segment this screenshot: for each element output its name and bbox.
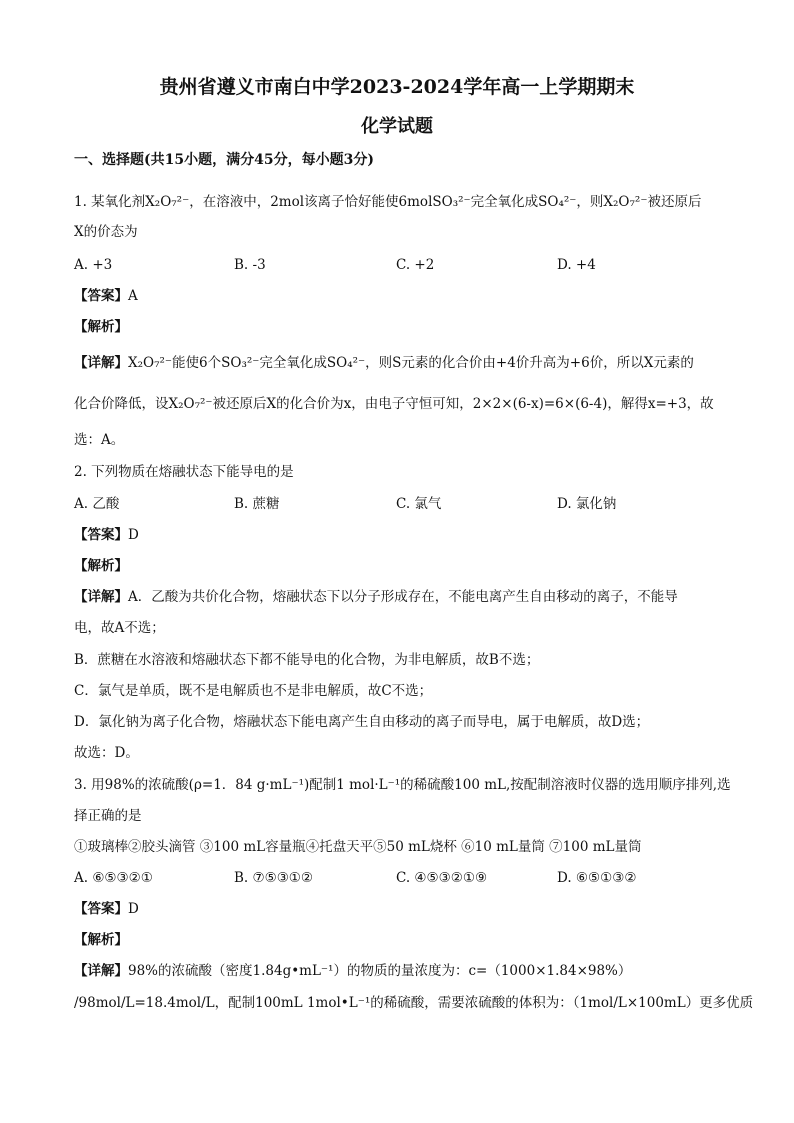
q2-detail-line4: C．氯气是单质，既不是电解质也不是非电解质，故C不选； [74, 683, 433, 699]
q1-analysis-label: 【解析】 [74, 319, 128, 335]
q1-stem-line1: 1. 某氧化剂X₂O₇²⁻，在溶液中，2mol该离子恰好能使6molSO₃²⁻完全氧化成SO₄²⁻，则X₂O₇²⁻被还原后 [74, 194, 702, 210]
q2-option-b: B. 蔗糖 [234, 496, 280, 512]
q3-option-a: A. ⑥⑤③②① [74, 870, 153, 886]
q2-detail-line1: 【详解】A．乙酸为共价化合物，熔融状态下以分子形成存在，不能电离产生自由移动的离子，不能导 [74, 589, 678, 605]
q2-option-c: C. 氯气 [396, 496, 442, 512]
section-heading: 一、选择题(共15小题，满分45分，每小题3分) [74, 152, 374, 168]
q2-answer: 【答案】D [74, 527, 139, 543]
q2-detail-line2: 电，故A不选； [74, 620, 165, 636]
q3-option-d: D. ⑥⑤①③② [557, 870, 637, 886]
q3-stem-line1: 3. 用98%的浓硫酸(ρ=1．84 g·mL⁻¹)配制1 mol·L⁻¹的稀硫酸100 mL,按配制溶液时仪器的选用顺序排列,选 [74, 777, 731, 793]
q3-answer: 【答案】D [74, 901, 139, 917]
q2-option-a: A. 乙酸 [74, 496, 120, 512]
q1-answer: 【答案】A [74, 288, 138, 304]
q1-detail-line3: 选：A。 [74, 432, 125, 448]
q1-stem-line2: X的价态为 [74, 224, 138, 240]
q2-analysis-label: 【解析】 [74, 558, 128, 574]
document-title: 贵州省遵义市南白中学2023-2024学年高一上学期期末 [159, 76, 635, 98]
document-subtitle: 化学试题 [361, 116, 433, 137]
q3-detail-line1: 【详解】98%的浓硫酸（密度1.84g•mL⁻¹）的物质的量浓度为：c=（1000×1.84×98%） [74, 963, 632, 979]
q1-option-c: C. +2 [396, 257, 435, 273]
q2-detail-line5: D．氯化钠为离子化合物，熔融状态下能电离产生自由移动的离子而导电，属于电解质，故D选； [74, 714, 650, 730]
q1-option-b: B. -3 [234, 257, 266, 273]
q1-option-a: A. +3 [74, 257, 113, 273]
q2-option-d: D. 氯化钠 [557, 496, 617, 512]
q3-analysis-label: 【解析】 [74, 932, 128, 948]
q3-stem-line2: 择正确的是 [74, 808, 142, 824]
q1-option-d: D. +4 [557, 257, 596, 273]
q1-detail-line1: 【详解】X₂O₇²⁻能使6个SO₃²⁻完全氧化成SO₄²⁻，则S元素的化合价由+4价升高为+6价，所以X元素的 [74, 355, 694, 371]
q3-instrument-list: ①玻璃棒②胶头滴管 ③100 mL容量瓶④托盘天平⑤50 mL烧杯 ⑥10 mL量筒 ⑦100 mL量筒 [74, 839, 642, 855]
q3-detail-line2: /98mol/L=18.4mol/L，配制100mL 1mol•L⁻¹的稀硫酸，需要浓硫酸的体积为：（1mol/L×100mL）更多优质 [74, 995, 754, 1011]
q2-stem: 2. 下列物质在熔融状态下能导电的是 [74, 464, 294, 480]
q3-option-c: C. ④⑤③②①⑨ [396, 870, 488, 886]
q3-option-b: B. ⑦⑤③①② [234, 870, 314, 886]
q2-detail-line6: 故选：D。 [74, 745, 139, 761]
q2-detail-line3: B．蔗糖在水溶液和熔融状态下都不能导电的化合物，为非电解质，故B不选； [74, 652, 540, 668]
q1-detail-line2: 化合价降低，设X₂O₇²⁻被还原后X的化合价为x，由电子守恒可知，2×2×(6-x)=6×(6-4)，解得x=+3，故 [74, 396, 714, 412]
